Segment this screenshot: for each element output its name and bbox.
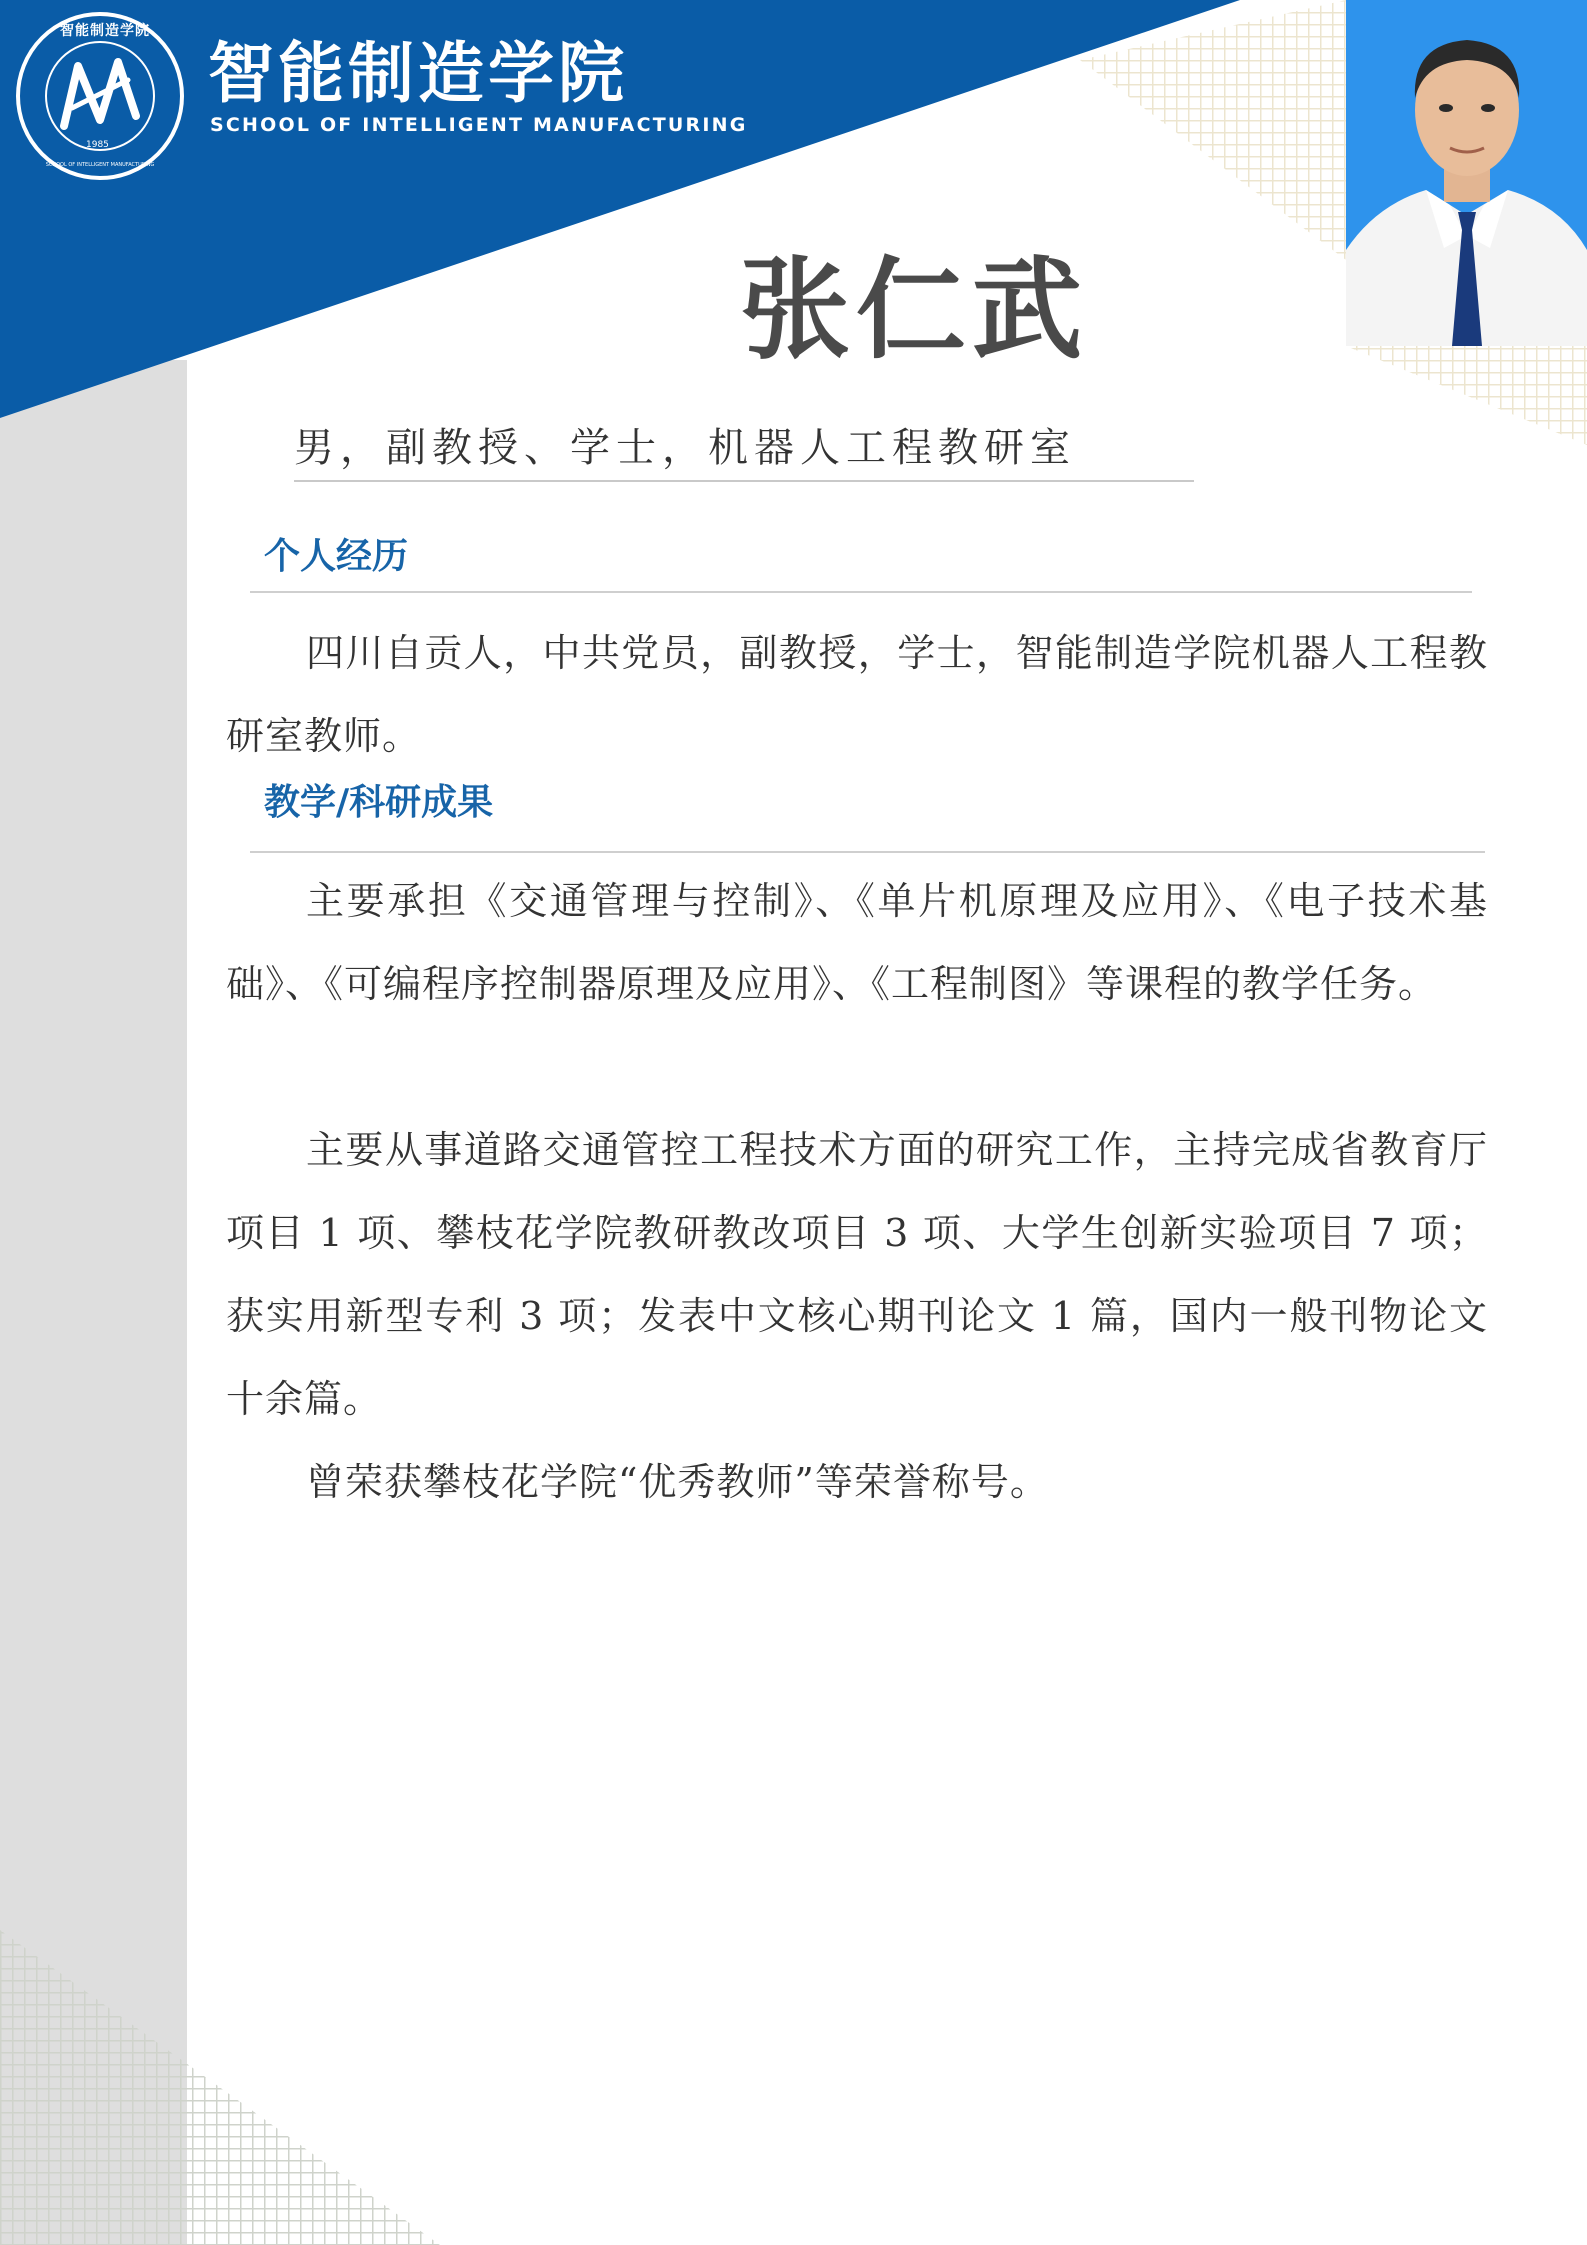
section-rule-achievements — [250, 851, 1485, 853]
logo-ring-top: 智能制造学院 — [60, 23, 150, 39]
person-name: 张仁武 — [740, 246, 1088, 374]
portrait-photo — [1346, 0, 1587, 346]
logo-year: 1985 — [86, 140, 109, 150]
logo-ring-bottom: SCHOOL OF INTELLIGENT MANUFACTURING — [45, 162, 155, 168]
experience-paragraph: 四川自贡人，中共党员，副教授，学士，智能制造学院机器人工程教研室教师。 — [226, 631, 1488, 758]
school-name-en: SCHOOL OF INTELLIGENT MANUFACTURING — [210, 114, 748, 136]
checker-pattern-bottom — [0, 1930, 440, 2245]
section-rule-experience — [250, 591, 1472, 593]
school-logo — [16, 12, 184, 180]
checker-pattern-right — [1346, 346, 1587, 445]
section-title-achievements: 教学/科研成果 — [264, 782, 494, 823]
summary-underline — [294, 480, 1194, 482]
person-summary: 男，副教授、学士，机器人工程教研室 — [294, 425, 1076, 471]
achievements-paragraph-teaching: 主要承担《交通管理与控制》、《单片机原理及应用》、《电子技术基础》、《可编程序控制器原理及应用》、《工程制图》等课程的教学任务。 — [226, 879, 1488, 1006]
achievements-paragraph-research: 主要从事道路交通管控工程技术方面的研究工作，主持完成省教育厅项目 1 项、攀枝花学院教研教改项目 3 项、大学生创新实验项目 7 项；获实用新型专利 3 项；发表中文核心期刊论文 1 篇，国内一般刊物论文十余篇。 — [226, 1128, 1488, 1421]
achievements-paragraph-honors: 曾荣获攀枝花学院“优秀教师”等荣誉称号。 — [306, 1460, 1049, 1504]
section-title-experience: 个人经历 — [264, 536, 409, 577]
school-name-cn: 智能制造学院 — [208, 35, 628, 112]
